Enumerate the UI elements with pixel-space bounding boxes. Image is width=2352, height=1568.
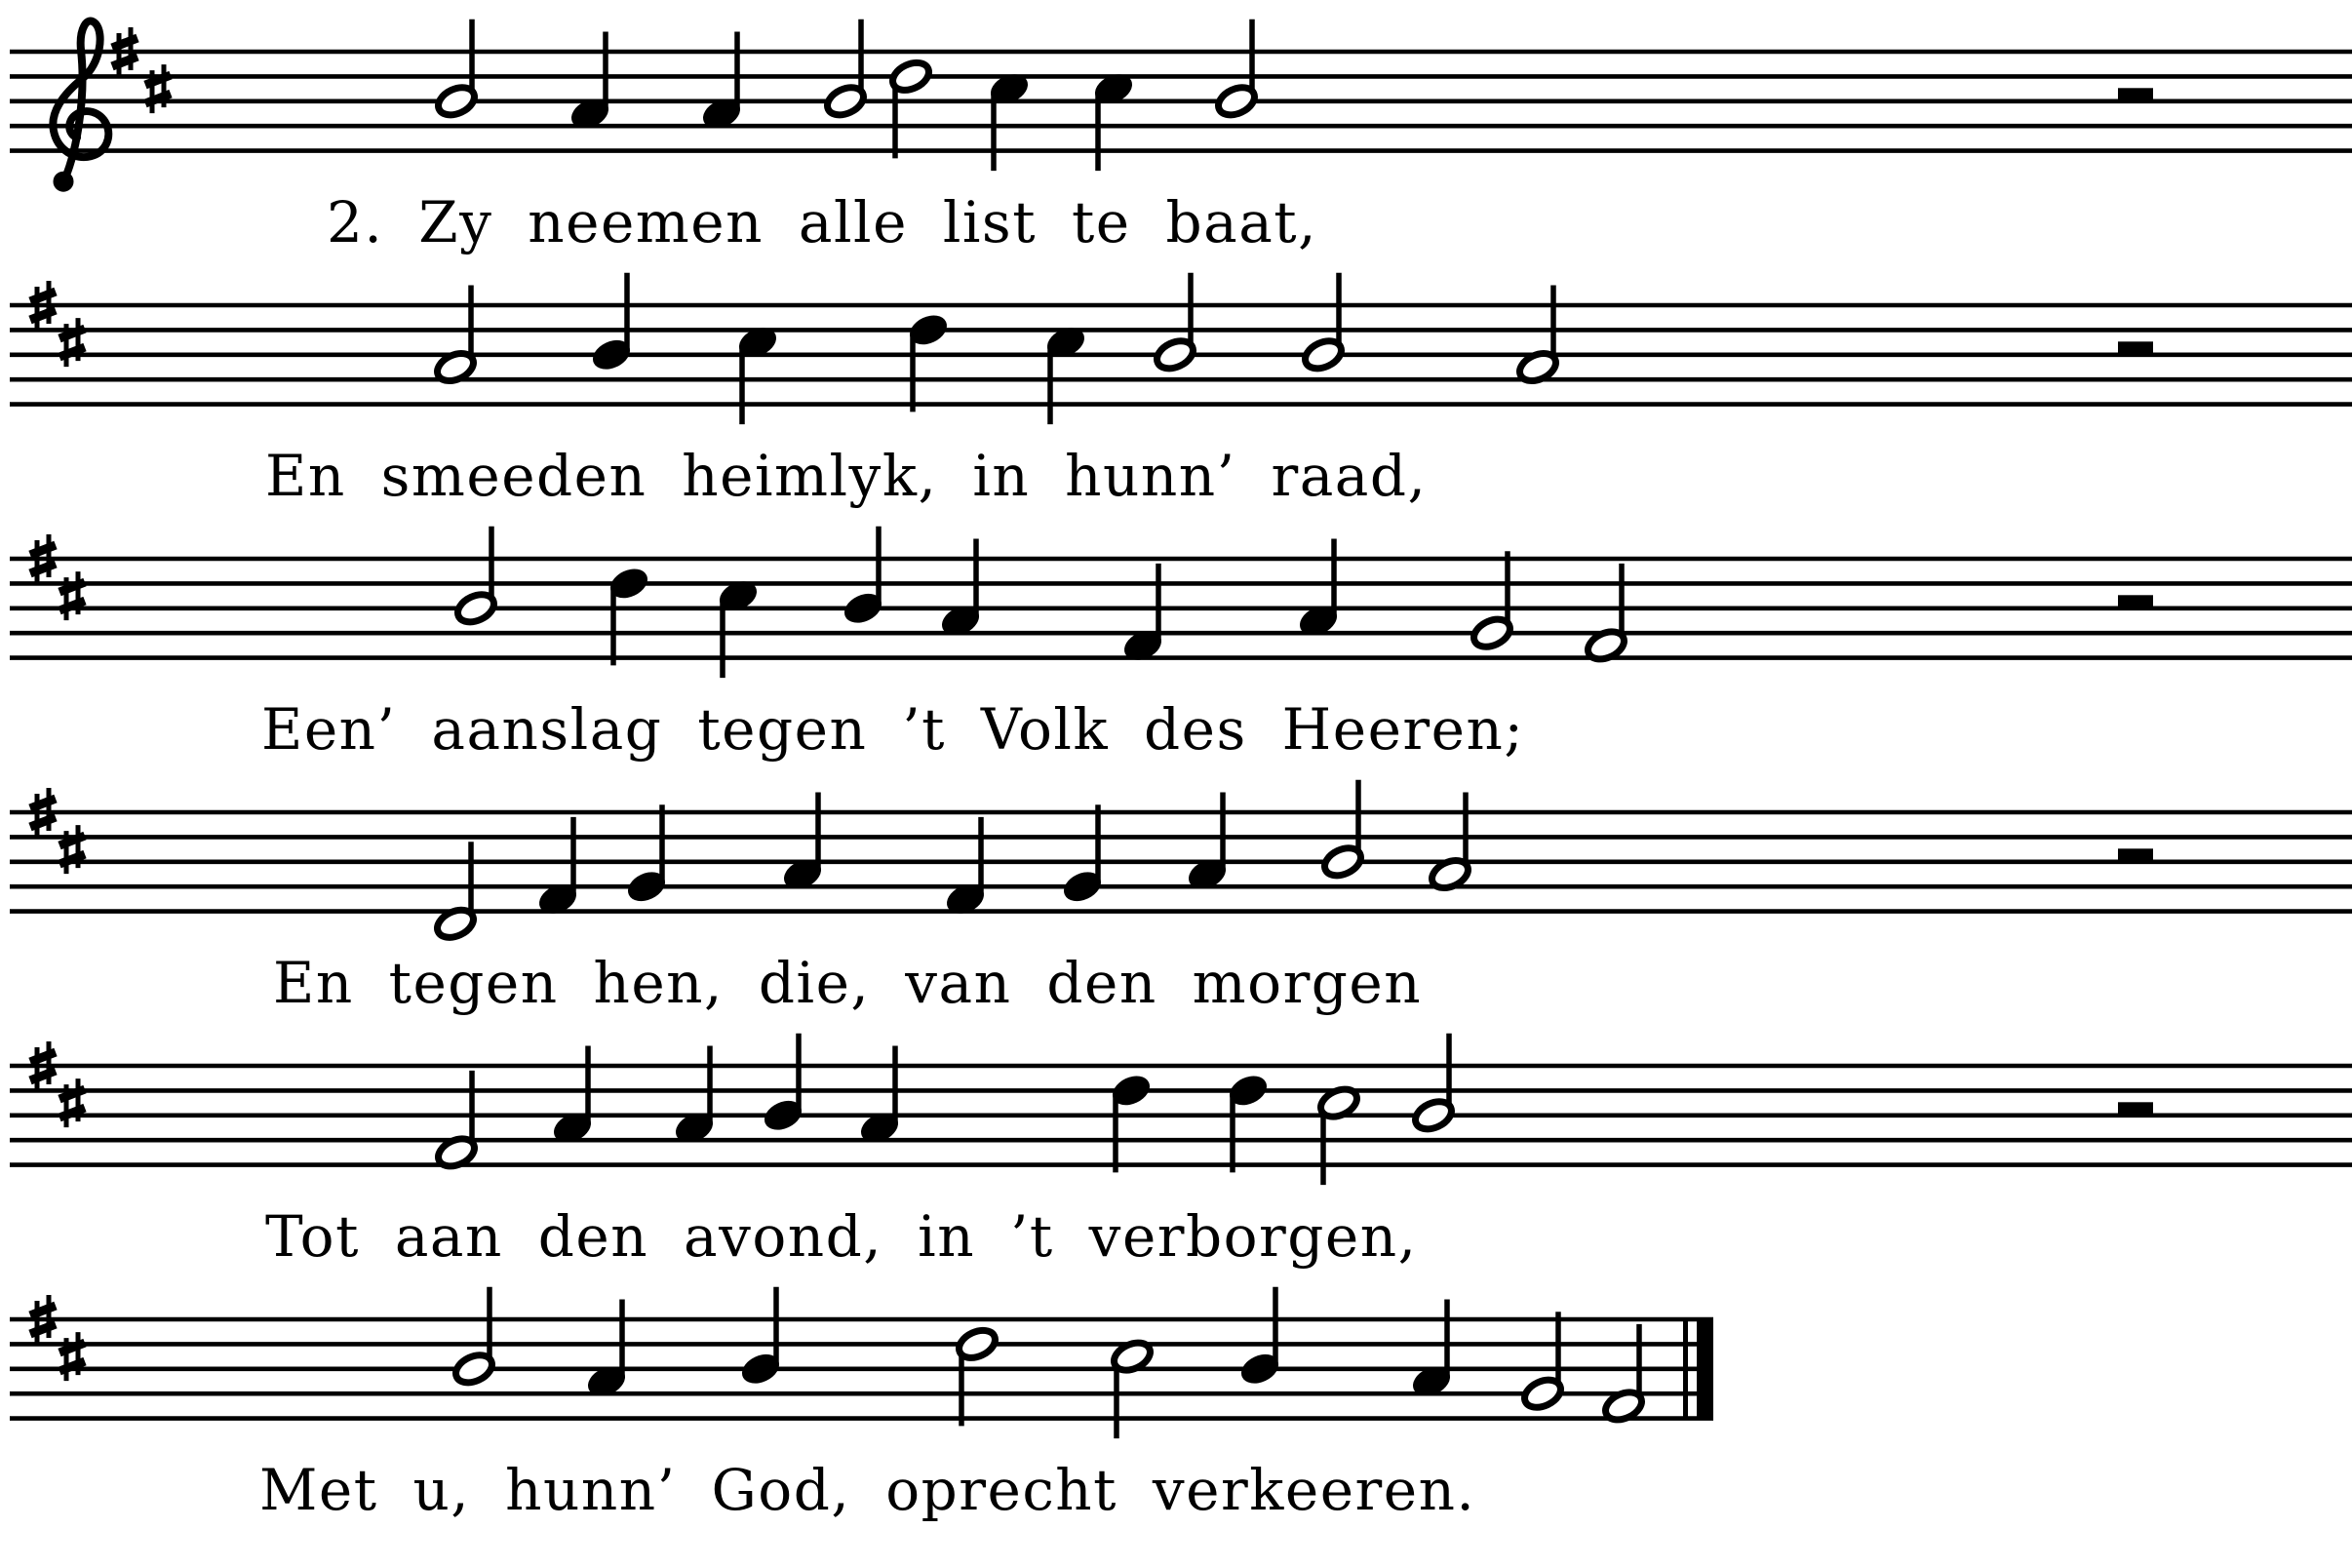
lyric-line-4: En tegen hen, die, van den morgen (273, 950, 1423, 1016)
note-a4-quarter (698, 32, 745, 135)
note-b4-half (451, 1287, 496, 1389)
note-f#4-quarter (942, 817, 989, 920)
note-d5-quarter (1225, 1071, 1272, 1173)
note-a4-half (433, 286, 478, 387)
note-d4-half (433, 842, 478, 943)
note-b4-half (453, 527, 498, 628)
half-rest (2118, 1102, 2153, 1116)
note-b4-half (823, 20, 868, 121)
note-g4-quarter (623, 804, 670, 907)
note-c5-quarter (986, 68, 1033, 171)
lyric-line-6: Met u, hunn’ God, oprecht verkeeren. (259, 1457, 1476, 1523)
note-c5-quarter (1090, 68, 1137, 171)
note-a4-quarter (583, 1300, 630, 1402)
note-g4-half (1520, 1312, 1565, 1413)
note-b4-half (1153, 273, 1197, 374)
note-g4-half (1470, 551, 1514, 652)
note-f#4-quarter (534, 817, 581, 920)
note-b4-half (1214, 20, 1259, 121)
note-d5-half (888, 58, 933, 159)
note-b4-half (1320, 780, 1365, 882)
lyric-line-1: 2. Zy neemen alle list te baat, (327, 189, 1318, 255)
note-b4-half (1301, 273, 1346, 374)
note-b4-quarter (840, 527, 886, 629)
note-d5-quarter (606, 564, 652, 666)
note-a4-half (1515, 286, 1560, 387)
note-b4-quarter (760, 1034, 806, 1136)
note-d5-half (955, 1325, 1000, 1427)
note-c5-quarter (1042, 322, 1089, 424)
treble-clef-icon (53, 21, 108, 192)
sharp-icon (59, 571, 85, 620)
final-barline-thin (1683, 1319, 1688, 1419)
note-b4-quarter (1236, 1287, 1283, 1390)
note-c5-quarter (715, 575, 762, 678)
sharp-icon (59, 1332, 85, 1381)
note-f#4-half (1601, 1324, 1646, 1426)
note-a4-quarter (856, 1046, 903, 1149)
sharp-icon (59, 825, 85, 874)
lyric-line-3: Een’ aanslag tegen ’t Volk des Heeren; (261, 696, 1525, 763)
note-b4-quarter (737, 1287, 784, 1390)
note-b4-half (1411, 1034, 1456, 1135)
note-a4-quarter (549, 1046, 596, 1149)
note-a4-quarter (1408, 1300, 1455, 1402)
note-a4-half (1428, 793, 1472, 894)
note-f#4-quarter (1119, 564, 1166, 666)
note-c5-half (1316, 1084, 1361, 1186)
note-b4-half (434, 20, 479, 121)
note-b4-quarter (588, 273, 635, 375)
half-rest (2118, 848, 2153, 862)
half-rest (2118, 88, 2153, 101)
note-f#4-half (1584, 564, 1628, 665)
half-rest (2118, 341, 2153, 355)
note-f#4-half (434, 1071, 479, 1172)
sharp-icon (59, 318, 85, 367)
note-a4-quarter (1184, 793, 1231, 895)
note-d5-quarter (905, 310, 952, 412)
note-a4-quarter (779, 793, 826, 895)
note-a4-quarter (937, 539, 984, 642)
note-c5-quarter (734, 322, 781, 424)
note-a4-quarter (567, 32, 613, 135)
sharp-icon (59, 1078, 85, 1127)
note-a4-quarter (1295, 539, 1342, 642)
half-rest (2118, 595, 2153, 608)
note-c5-half (1110, 1338, 1155, 1439)
note-a4-quarter (671, 1046, 718, 1149)
note-g4-quarter (1059, 804, 1106, 907)
lyric-line-5: Tot aan den avond, in ’t verborgen, (265, 1203, 1418, 1270)
sharp-icon (145, 64, 171, 113)
note-d5-quarter (1108, 1071, 1155, 1173)
final-barline-thick (1697, 1319, 1713, 1419)
lyric-line-2: En smeeden heimlyk, in hunn’ raad, (265, 443, 1428, 509)
